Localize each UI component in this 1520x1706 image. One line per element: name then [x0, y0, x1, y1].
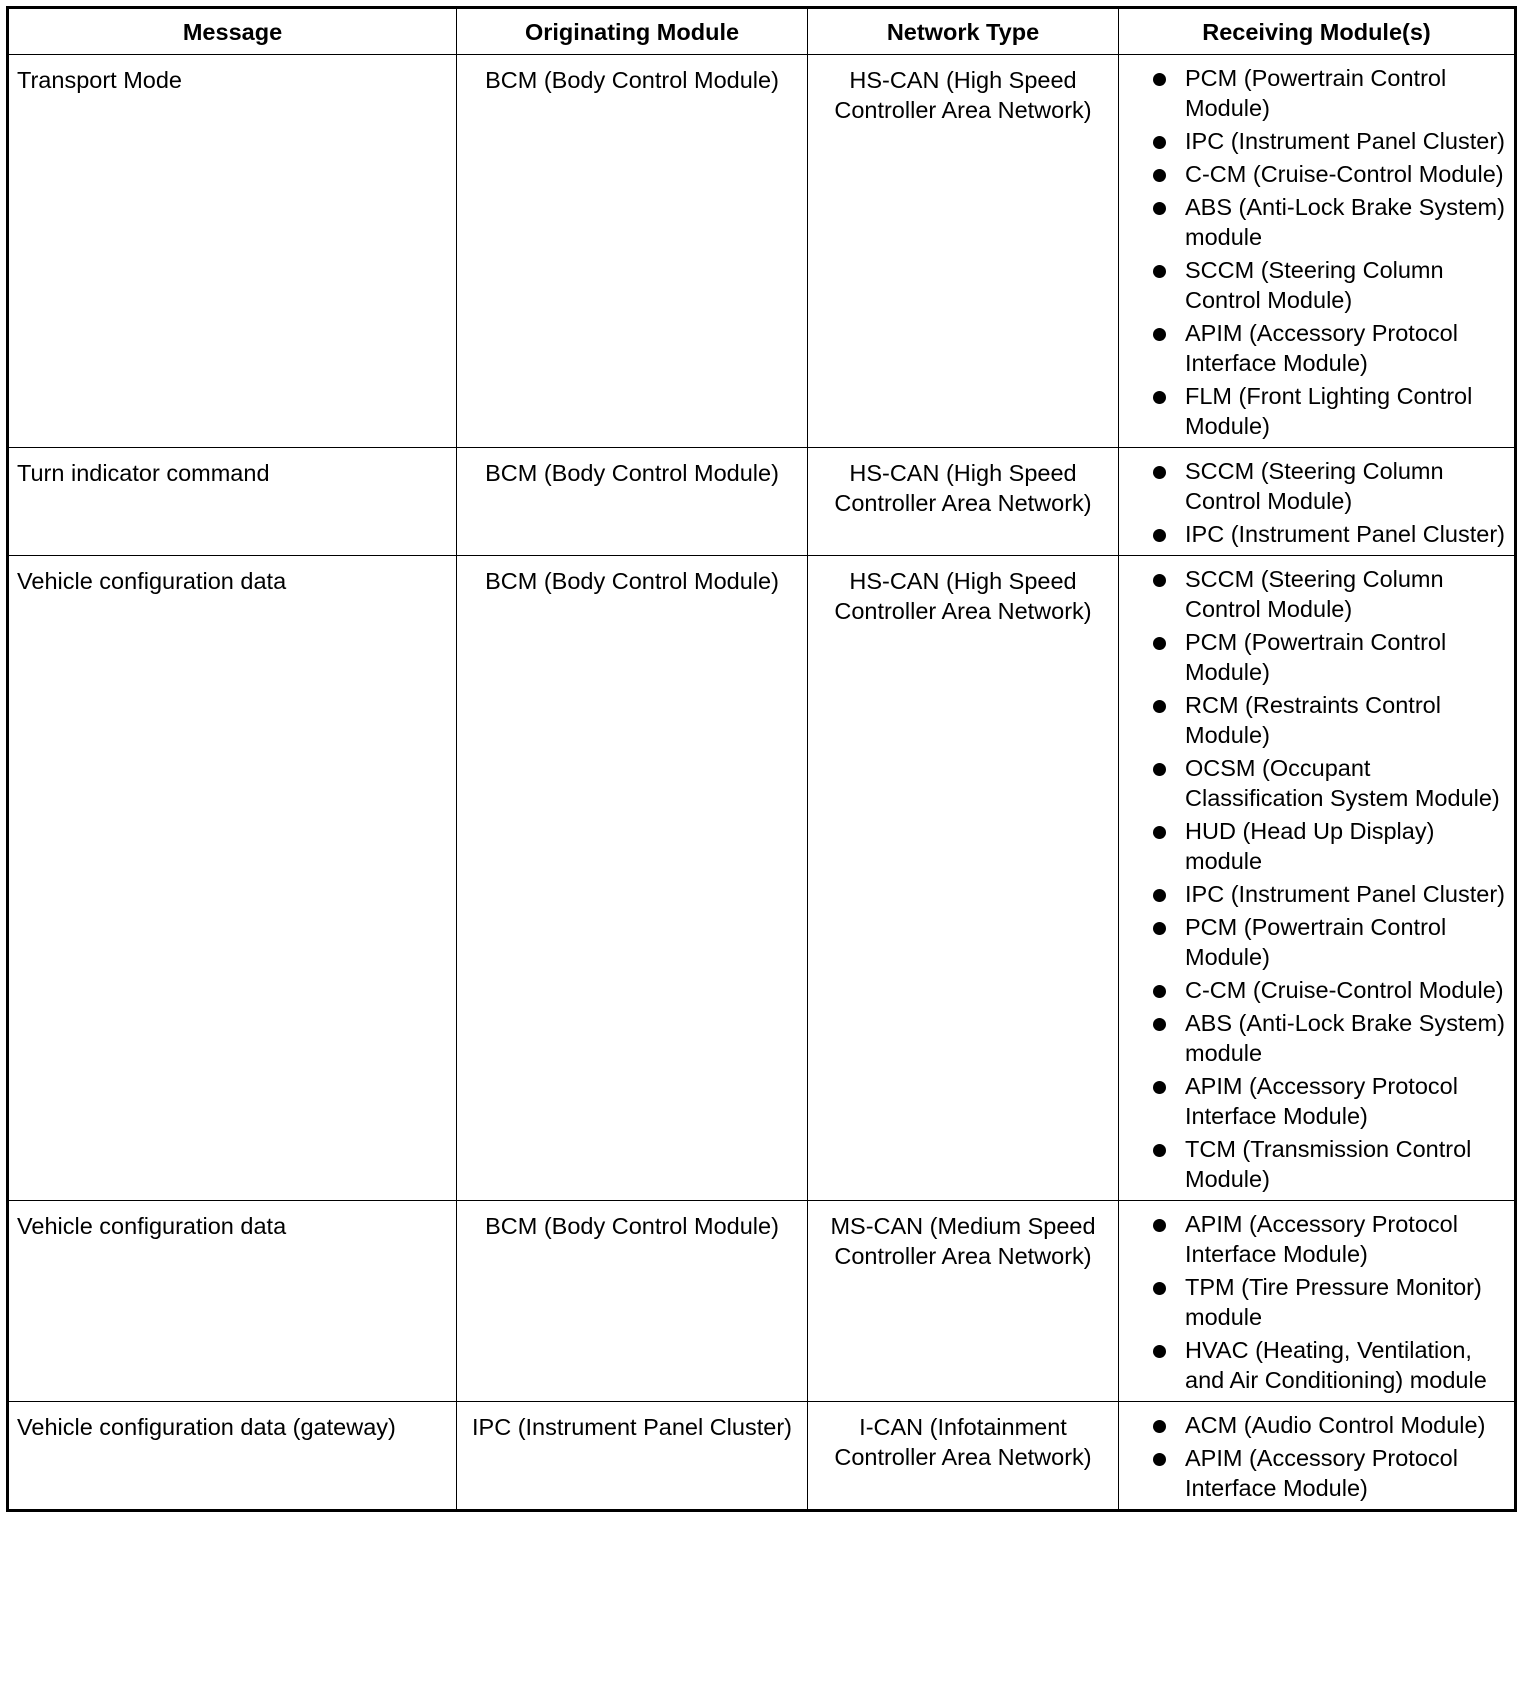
originating-module-cell: BCM (Body Control Module): [457, 448, 808, 556]
receiving-module-label: ABS (Anti-Lock Brake System) module: [1185, 1010, 1505, 1066]
network-type-cell: HS-CAN (High Speed Controller Area Network): [808, 55, 1119, 448]
receiving-module-label: C-CM (Cruise-Control Module): [1185, 977, 1504, 1003]
message-cell: Vehicle configuration data: [8, 1201, 457, 1402]
bullet-icon: [1153, 1219, 1166, 1232]
receiving-module-label: HUD (Head Up Display) module: [1185, 818, 1435, 874]
bullet-icon: [1153, 826, 1166, 839]
receiving-module-label: APIM (Accessory Protocol Interface Module): [1185, 1211, 1458, 1267]
receiving-module-label: OCSM (Occupant Classification System Module): [1185, 755, 1500, 811]
receiving-module-list: [1125, 1410, 1508, 1503]
receiving-modules-cell: [1119, 556, 1516, 1201]
receiving-module-label: RCM (Restraints Control Module): [1185, 692, 1441, 748]
bullet-icon: [1153, 391, 1166, 404]
bullet-icon: [1153, 202, 1166, 215]
receiving-module-label: SCCM (Steering Column Control Module): [1185, 257, 1444, 313]
bullet-icon: [1153, 265, 1166, 278]
receiving-module-list: [1125, 564, 1508, 1194]
bullet-icon: [1153, 922, 1166, 935]
receiving-module-label: APIM (Accessory Protocol Interface Module): [1185, 1445, 1458, 1501]
receiving-module-label: SCCM (Steering Column Control Module): [1185, 458, 1444, 514]
receiving-module-label: C-CM (Cruise-Control Module): [1185, 161, 1504, 187]
bullet-icon: [1153, 700, 1166, 713]
bullet-icon: [1153, 466, 1166, 479]
receiving-module-list: [1125, 63, 1508, 441]
bullet-icon: [1153, 136, 1166, 149]
receiving-module-item: [1125, 159, 1508, 189]
bullet-icon: [1153, 1453, 1166, 1466]
bullet-icon: [1153, 985, 1166, 998]
header-network-type: Network Type: [808, 8, 1119, 55]
header-row: [8, 8, 1516, 55]
message-cell: Transport Mode: [8, 55, 457, 448]
receiving-module-item: [1125, 519, 1508, 549]
bullet-icon: [1153, 1345, 1166, 1358]
table-row: [8, 1201, 1516, 1402]
receiving-module-item: [1125, 564, 1508, 624]
receiving-module-label: SCCM (Steering Column Control Module): [1185, 566, 1444, 622]
bullet-icon: [1153, 529, 1166, 542]
receiving-module-item: [1125, 192, 1508, 252]
message-cell: Vehicle configuration data (gateway): [8, 1402, 457, 1511]
receiving-module-item: [1125, 456, 1508, 516]
receiving-module-label: TCM (Transmission Control Module): [1185, 1136, 1472, 1192]
receiving-module-item: [1125, 1335, 1508, 1395]
network-type-cell: I-CAN (Infotainment Controller Area Network): [808, 1402, 1119, 1511]
receiving-module-item: [1125, 318, 1508, 378]
receiving-module-label: APIM (Accessory Protocol Interface Module): [1185, 320, 1458, 376]
receiving-module-item: [1125, 63, 1508, 123]
header-originating-module: Originating Module: [457, 8, 808, 55]
table-body: [8, 55, 1516, 1511]
receiving-module-item: [1125, 975, 1508, 1005]
receiving-module-item: [1125, 690, 1508, 750]
receiving-modules-cell: [1119, 55, 1516, 448]
table-row: [8, 448, 1516, 556]
originating-module-cell: BCM (Body Control Module): [457, 1201, 808, 1402]
network-type-cell: MS-CAN (Medium Speed Controller Area Network): [808, 1201, 1119, 1402]
receiving-module-item: [1125, 627, 1508, 687]
receiving-module-item: [1125, 1008, 1508, 1068]
network-type-cell: HS-CAN (High Speed Controller Area Network): [808, 556, 1119, 1201]
receiving-module-label: IPC (Instrument Panel Cluster): [1185, 881, 1505, 907]
receiving-module-item: [1125, 1134, 1508, 1194]
table-row: [8, 556, 1516, 1201]
receiving-module-list: [1125, 456, 1508, 549]
receiving-module-item: [1125, 1410, 1508, 1440]
bullet-icon: [1153, 328, 1166, 341]
bullet-icon: [1153, 1282, 1166, 1295]
receiving-module-item: [1125, 816, 1508, 876]
receiving-module-label: ABS (Anti-Lock Brake System) module: [1185, 194, 1505, 250]
bullet-icon: [1153, 637, 1166, 650]
receiving-module-item: [1125, 1443, 1508, 1503]
receiving-module-label: PCM (Powertrain Control Module): [1185, 629, 1447, 685]
originating-module-cell: BCM (Body Control Module): [457, 556, 808, 1201]
header-message: Message: [8, 8, 457, 55]
receiving-module-item: [1125, 126, 1508, 156]
table-row: [8, 1402, 1516, 1511]
bullet-icon: [1153, 1018, 1166, 1031]
receiving-module-item: [1125, 381, 1508, 441]
originating-module-cell: IPC (Instrument Panel Cluster): [457, 1402, 808, 1511]
header-receiving-modules: Receiving Module(s): [1119, 8, 1516, 55]
receiving-module-label: APIM (Accessory Protocol Interface Module): [1185, 1073, 1458, 1129]
receiving-module-item: [1125, 1209, 1508, 1269]
receiving-module-item: [1125, 879, 1508, 909]
receiving-module-label: TPM (Tire Pressure Monitor) module: [1185, 1274, 1482, 1330]
bullet-icon: [1153, 574, 1166, 587]
bullet-icon: [1153, 169, 1166, 182]
originating-module-cell: BCM (Body Control Module): [457, 55, 808, 448]
bullet-icon: [1153, 889, 1166, 902]
network-type-cell: HS-CAN (High Speed Controller Area Network): [808, 448, 1119, 556]
message-cell: Vehicle configuration data: [8, 556, 457, 1201]
receiving-module-label: ACM (Audio Control Module): [1185, 1412, 1486, 1438]
receiving-module-item: [1125, 1071, 1508, 1131]
table-row: [8, 55, 1516, 448]
receiving-modules-cell: [1119, 448, 1516, 556]
receiving-module-label: PCM (Powertrain Control Module): [1185, 914, 1447, 970]
bullet-icon: [1153, 1144, 1166, 1157]
receiving-module-label: FLM (Front Lighting Control Module): [1185, 383, 1473, 439]
bullet-icon: [1153, 1420, 1166, 1433]
receiving-modules-cell: [1119, 1402, 1516, 1511]
receiving-module-item: [1125, 255, 1508, 315]
receiving-module-item: [1125, 1272, 1508, 1332]
receiving-module-list: [1125, 1209, 1508, 1395]
receiving-module-label: HVAC (Heating, Ventilation, and Air Conditioning) module: [1185, 1337, 1487, 1393]
receiving-modules-cell: [1119, 1201, 1516, 1402]
receiving-module-item: [1125, 912, 1508, 972]
message-table: [6, 6, 1517, 1512]
bullet-icon: [1153, 73, 1166, 86]
receiving-module-label: PCM (Powertrain Control Module): [1185, 65, 1447, 121]
receiving-module-item: [1125, 753, 1508, 813]
receiving-module-label: IPC (Instrument Panel Cluster): [1185, 521, 1505, 547]
message-cell: Turn indicator command: [8, 448, 457, 556]
receiving-module-label: IPC (Instrument Panel Cluster): [1185, 128, 1505, 154]
bullet-icon: [1153, 763, 1166, 776]
bullet-icon: [1153, 1081, 1166, 1094]
